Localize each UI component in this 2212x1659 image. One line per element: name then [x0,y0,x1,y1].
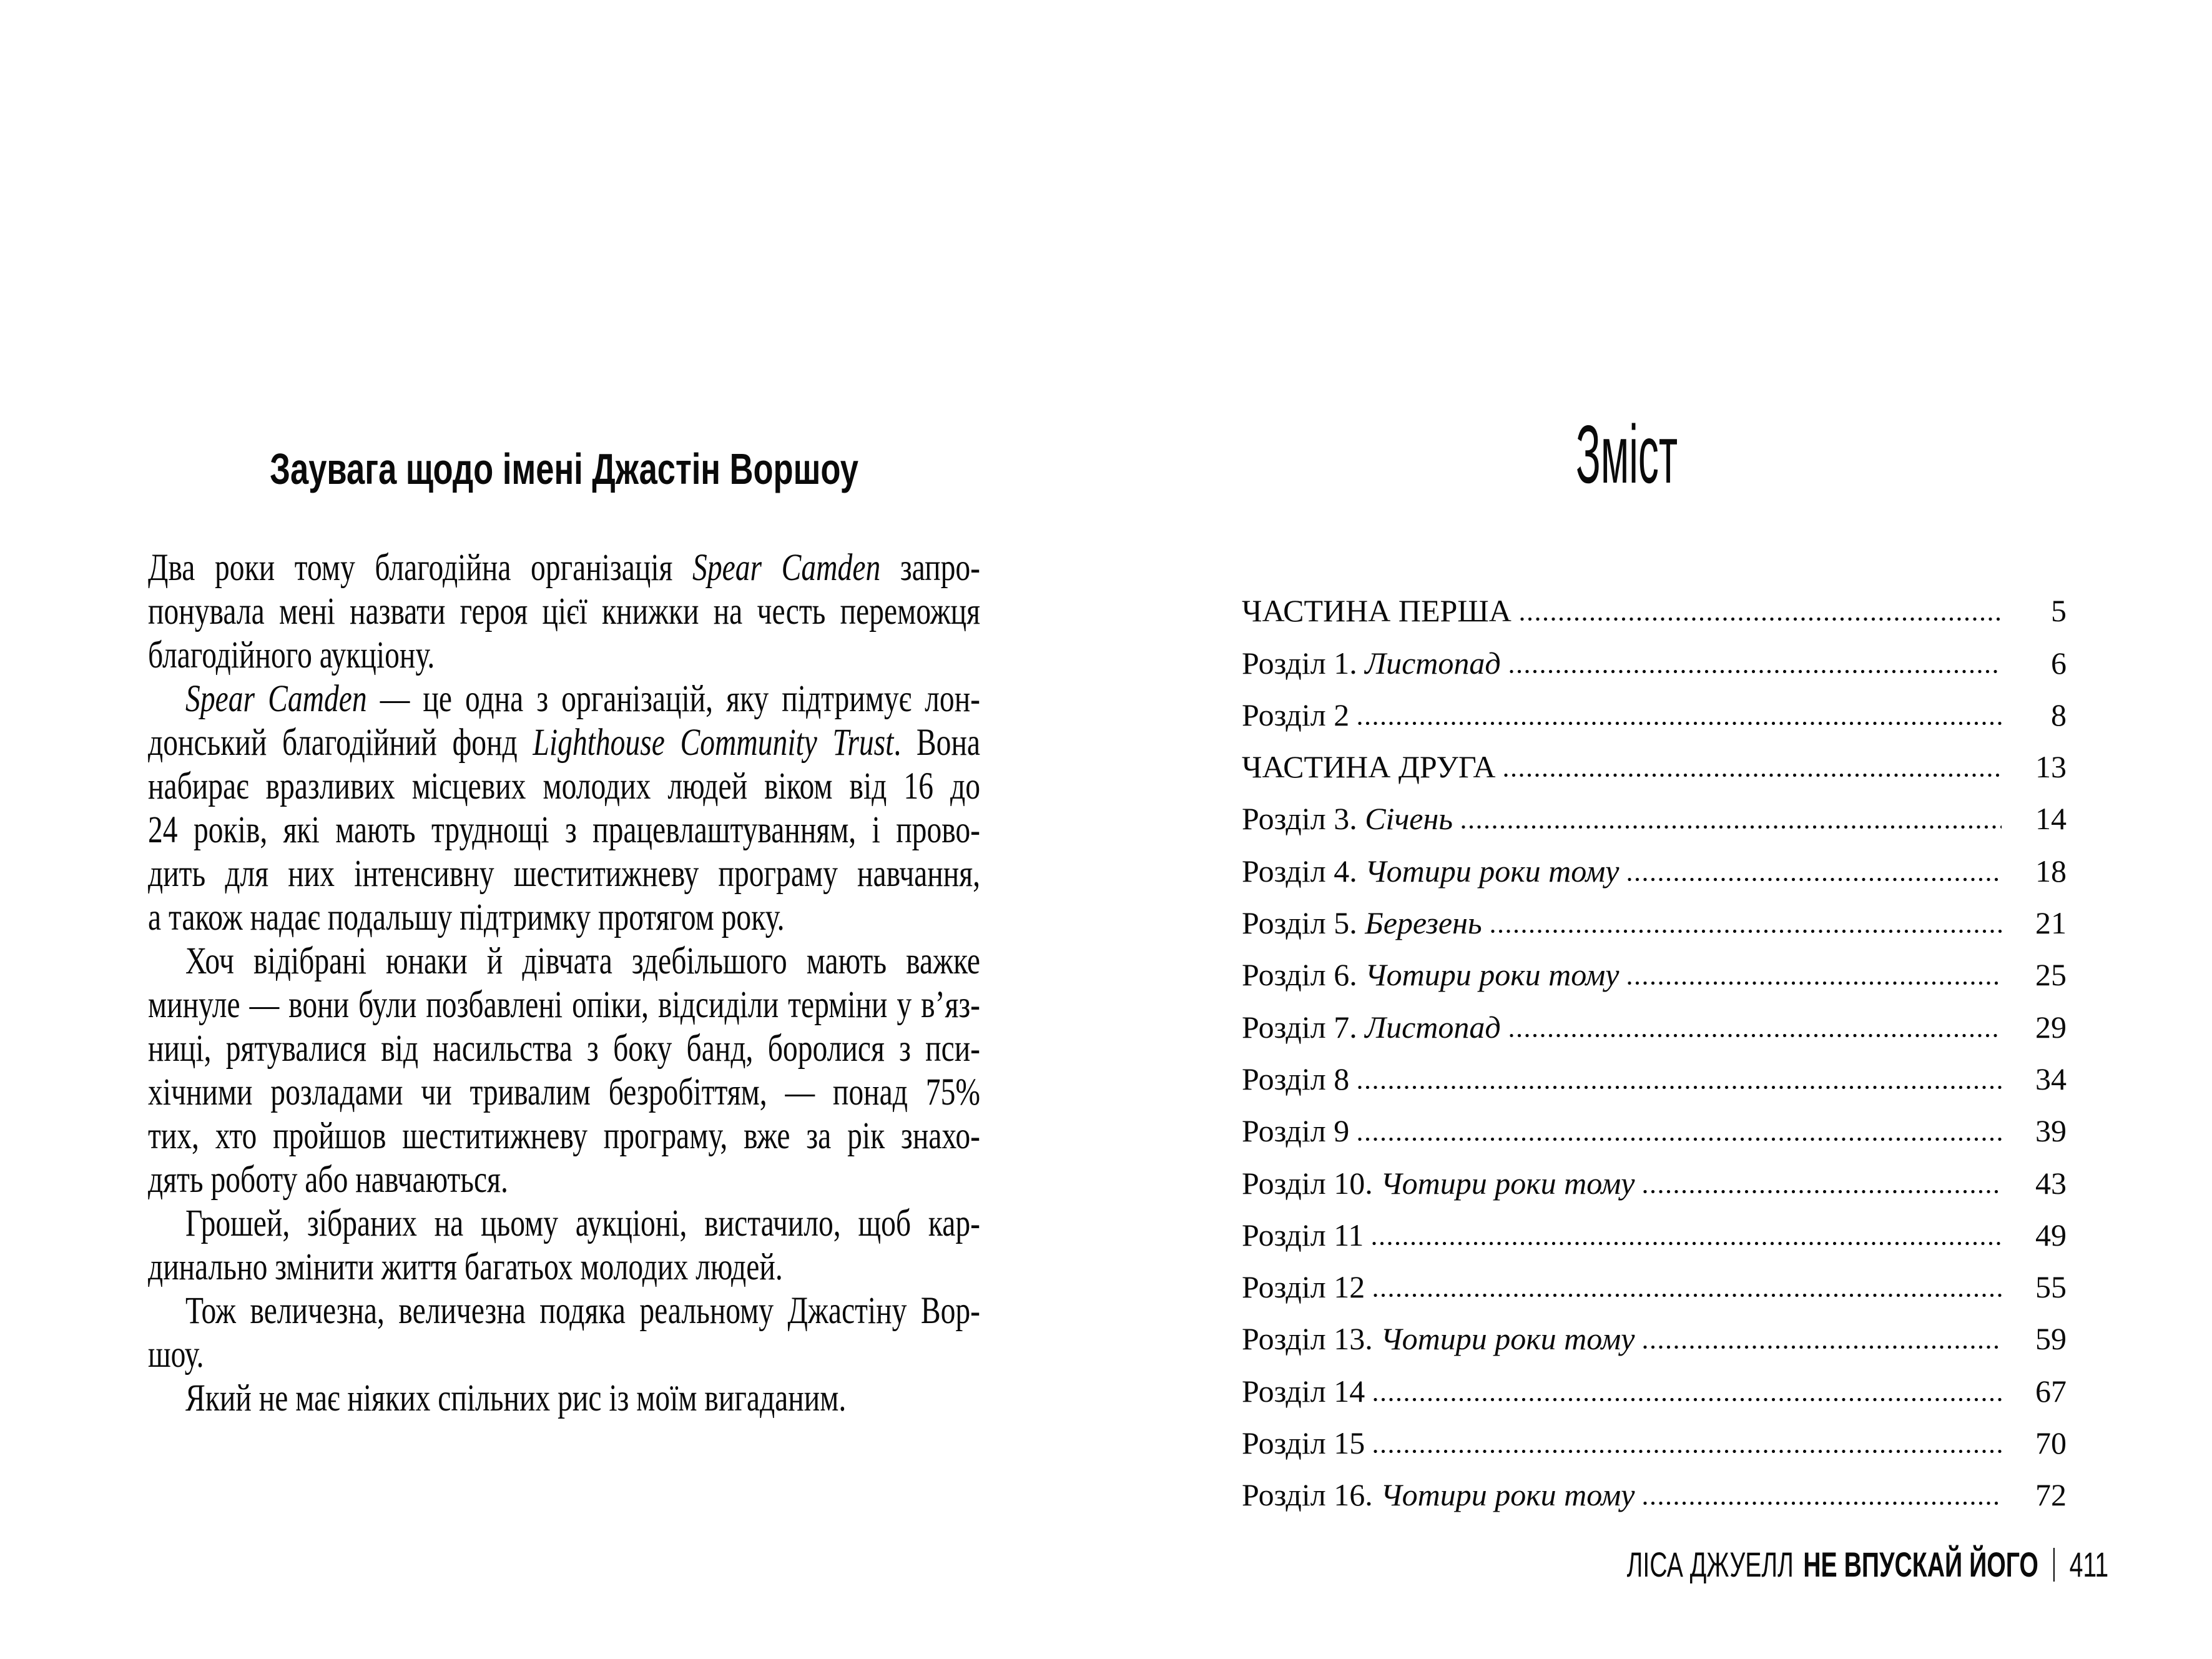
body-line: благодійного аукціону. [148,634,435,676]
leader-dots [1462,825,2002,829]
body-line: понувала мені назвати героя цієї книжки на честь переможця [148,591,981,633]
leader-dots [1628,877,2002,882]
toc-entry-label: ЧАСТИНА ДРУГА [1242,749,1496,785]
body-line: набирає вразливих місцевих молодих людей віком від 16 до [148,766,981,807]
toc-row [1242,1146,2067,1201]
toc-row [1242,1407,2067,1459]
body-paragraph [148,1202,980,1289]
toc-row [1242,1199,2067,1251]
leader-dots [1374,1449,2002,1454]
toc-entry-label: Розділ 12 [1242,1269,1365,1305]
footer-author: ЛІСА ДЖУЕЛЛ [1626,1545,1794,1584]
toc-row [1242,834,2067,889]
leader-dots [1643,1501,2002,1505]
toc-entry-label: Розділ 9 [1242,1113,1350,1149]
body-line: Який не має ніяких спільних рис із моїм вигаданим. [185,1377,847,1419]
toc-page-number: 5 [2051,593,2067,629]
leader-dots [1510,669,2002,674]
toc-row [1242,1251,2067,1305]
toc-entry-label: Розділ 7. Листопад [1242,1009,1501,1045]
footer-page-number: 411 [2069,1545,2108,1584]
toc-page-number: 59 [2035,1321,2067,1357]
body-paragraph [148,677,980,940]
toc-row [1242,626,2067,681]
toc-page-number: 14 [2035,801,2067,837]
leader-dots [1628,981,2002,985]
toc-entry-label: Розділ 6. Чотири роки тому [1242,957,1620,993]
body-line: 24 років, які мають труднощі з працевлаштуванням, і прово- [148,809,981,851]
toc-row [1242,1354,2067,1409]
body-line: ниці, рятувалися від насильства з боку банд, боролися з пси- [148,1028,981,1070]
leader-dots [1358,1085,2002,1090]
body-line: Тож величезна, величезна подяка реальному Джастіну Вор- [185,1290,981,1332]
leader-dots [1643,1189,2002,1194]
toc-entry-label: Розділ 14 [1242,1373,1365,1409]
toc-entry-label: Розділ 16. Чотири роки тому [1242,1477,1635,1513]
leader-dots [1358,1137,2002,1141]
leader-dots [1372,1241,2002,1246]
toc-row [1242,731,2067,785]
toc-entry-label: Розділ 8 [1242,1061,1350,1096]
leader-dots [1374,1293,2002,1297]
toc-page-number: 39 [2035,1113,2067,1149]
body-line: Хоч відібрані юнаки й дівчата здебільшого мають важке [185,940,981,982]
body-paragraph [148,1377,980,1420]
body-line: а також надає подальшу підтримку протягом року. [148,897,785,938]
toc-page-number: 43 [2035,1165,2067,1201]
body-paragraph [148,1289,980,1377]
toc-page-number: 70 [2035,1425,2067,1461]
toc-entry-label: Розділ 13. Чотири роки тому [1242,1321,1635,1357]
body-line: дять роботу або навчаються. [148,1159,508,1201]
body-paragraph [148,940,980,1202]
toc-page-number: 49 [2035,1217,2067,1253]
toc-page-number: 13 [2035,749,2067,785]
toc-row [1242,1302,2067,1357]
body-line: минуле — вони були позбавлені опіки, відсиділи терміни у в’яз- [148,984,981,1026]
toc-entry-label: Розділ 1. Листопад [1242,645,1501,681]
toc-entry-label: Розділ 3. Січень [1242,801,1453,837]
toc-page-number: 29 [2035,1009,2067,1045]
left-page-body [148,546,980,1420]
body-line: Два роки тому благодійна організація Spear Camden запро- [148,547,981,589]
toc-page-number: 6 [2051,645,2067,681]
toc-entry-label: Розділ 11 [1242,1217,1364,1253]
body-line: тих, хто пройшов шеститижневу програму, вже за рік знахо- [148,1115,981,1157]
toc-row [1242,1459,2067,1513]
toc-list [1242,574,2067,1513]
running-footer [1627,1547,2108,1582]
body-line: Грошей, зібраних на цьому аукціоні, вистачило, щоб кар- [185,1203,981,1244]
body-line: Spear Camden — це одна з організацій, яку підтримує лон- [185,678,981,720]
toc-entry-label: Розділ 5. Березень [1242,905,1482,941]
body-line: динально змінити життя багатьох молодих людей. [148,1246,783,1288]
toc-entry-label: Розділ 2 [1242,697,1350,732]
body-line: донський благодійний фонд Lighthouse Community Trust. Вона [148,722,981,764]
toc-page-number: 34 [2035,1061,2067,1096]
toc-row [1242,1095,2067,1149]
toc-page-number: 25 [2035,957,2067,993]
toc-row [1242,574,2067,629]
body-paragraph [148,546,980,677]
toc-page-number: 8 [2051,697,2067,732]
footer-divider [2053,1548,2055,1582]
leader-dots [1504,773,2002,777]
toc-row [1242,782,2067,837]
leader-dots [1358,721,2002,726]
toc-entry-label: Розділ 15 [1242,1425,1365,1461]
body-line: дить для них інтенсивну шеститижневу програму навчання, [148,853,981,895]
toc-row [1242,887,2067,941]
toc-title: Зміст [1576,408,1678,500]
toc-page-number: 72 [2035,1477,2067,1513]
leader-dots [1520,617,2002,621]
left-page-heading-wrap [148,447,980,491]
leader-dots [1491,929,2002,933]
body-line: шоу. [148,1334,204,1376]
toc-entry-label: Розділ 4. Чотири роки тому [1242,853,1620,889]
toc-row [1242,1043,2067,1095]
left-page-heading: Заувага щодо імені Джастін Воршоу [270,445,858,493]
toc-page-number: 67 [2035,1373,2067,1409]
toc-page-number: 21 [2035,905,2067,941]
toc-page-number: 55 [2035,1269,2067,1305]
toc-row [1242,679,2067,731]
leader-dots [1374,1397,2002,1402]
body-line: хічними розладами чи тривалим безробіттям, — понад 75% [148,1071,981,1113]
toc-entry-label: ЧАСТИНА ПЕРША [1242,593,1512,629]
toc-page-number: 18 [2035,853,2067,889]
leader-dots [1510,1033,2002,1038]
toc-entry-label: Розділ 10. Чотири роки тому [1242,1165,1635,1201]
footer-book-title: НЕ ВПУСКАЙ ЙОГО [1803,1545,2038,1584]
leader-dots [1643,1345,2002,1349]
toc-row [1242,990,2067,1045]
toc-row [1242,938,2067,993]
